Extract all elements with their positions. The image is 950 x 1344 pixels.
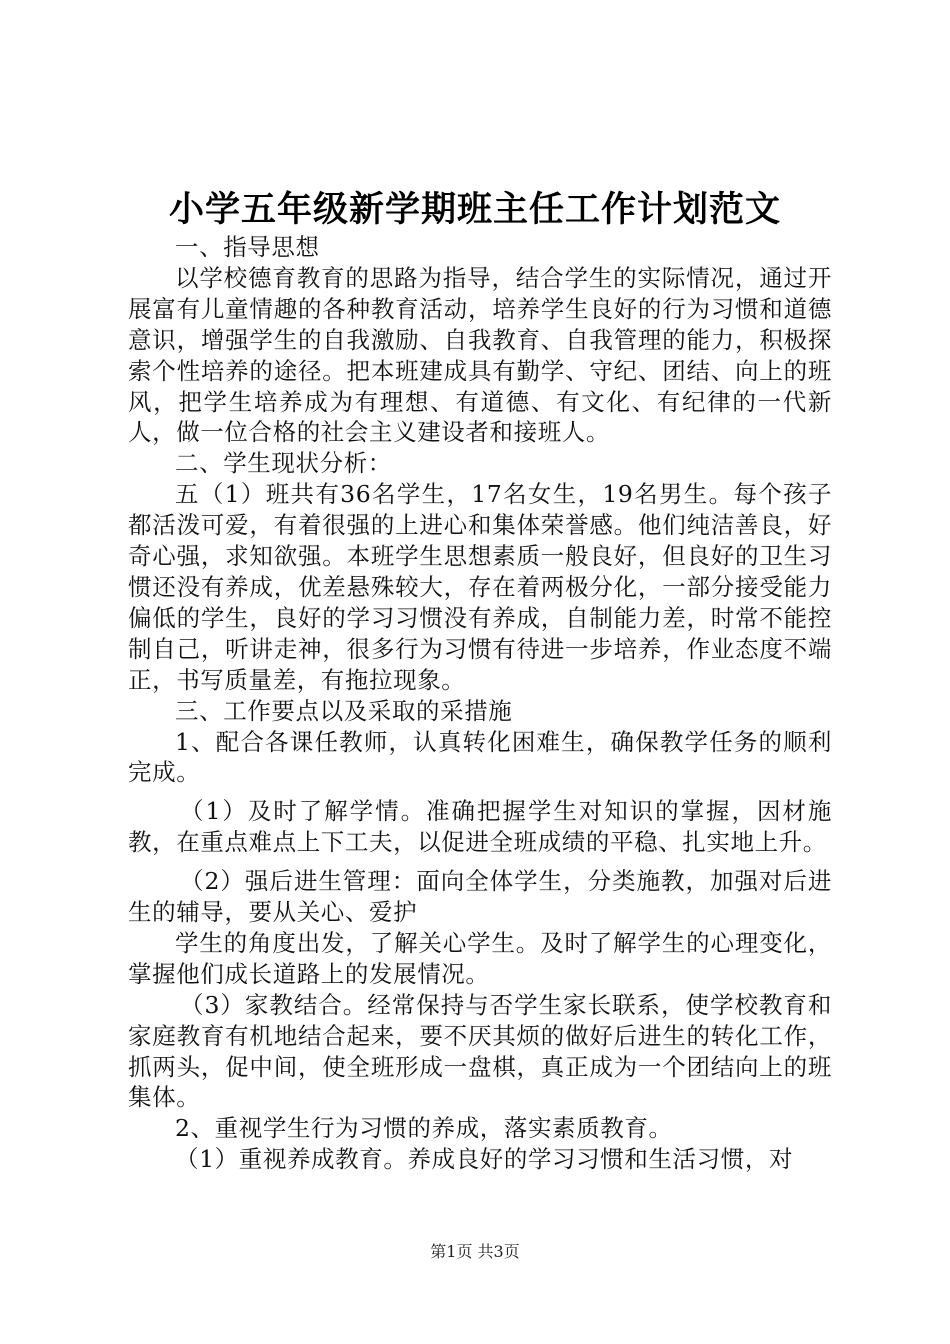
page-footer: 第1页 共3页 [430, 1242, 520, 1261]
section-heading-work-points: 三、工作要点以及采取的采措施 [175, 696, 513, 725]
paragraph-point-1-item-1: （1）及时了解学情。准确把握学生对知识的掌握，因材施教，在重点难点上下工夫，以促进全班成绩的平稳、扎实地上升。 [128, 797, 832, 857]
section-heading-student-analysis: 二、学生现状分析： [175, 449, 392, 478]
paragraph-point-2-item-1: （1）重视养成教育。养成良好的学习习惯和生活习惯，对 [175, 1145, 794, 1174]
document-body [128, 232, 832, 1175]
paragraph-guiding-ideology: 以学校德育教育的思路为指导，结合学生的实际情况，通过开展富有儿童情趣的各种教育活动，培养学生良好的行为习惯和道德意识，增强学生的自我激励、自我教育、自我管理的能力，积极探索个性培养的途径。把本班建成具有勤学、守纪、团结、向上的班风，把学生培养成为有理想、有道德、有文化、有纪律的一代新人，做一位合格的社会主义建设者和接班人。 [128, 263, 832, 447]
paragraph-point-1: 1、配合各课任教师，认真转化困难生，确保教学任务的顺利完成。 [128, 727, 832, 787]
paragraph-point-1-item-2: （2）强后进生管理：面向全体学生，分类施教，加强对后进生的辅导，要从关心、爱护 [128, 867, 832, 927]
paragraph-student-analysis: 五（1）班共有36名学生，17名女生，19名男生。每个孩子都活泼可爱，有着很强的上进心和集体荣誉感。他们纯洁善良，好奇心强，求知欲强。本班学生思想素质一般良好，但良好的卫生习惯还没有养成，优差悬殊较大，存在着两极分化，一部分接受能力偏低的学生，良好的学习习惯没有养成，自制能力差，时常不能控制自己，听讲走神，很多行为习惯有待进一步培养，作业态度不端正，书写质量差，有拖拉现象。 [128, 480, 832, 694]
paragraph-point-1-item-2-continued: 学生的角度出发，了解关心学生。及时了解学生的心理变化，掌握他们成长道路上的发展情况。 [128, 928, 832, 988]
paragraph-point-1-item-3: （3）家教结合。经常保持与否学生家长联系，使学校教育和家庭教育有机地结合起来，要不厌其烦的做好后进生的转化工作，抓两头，促中间，使全班形成一盘棋，真正成为一个团结向上的班集体。 [128, 990, 832, 1112]
paragraph-point-2: 2、重视学生行为习惯的养成，落实素质教育。 [175, 1114, 673, 1143]
section-heading-guiding-ideology: 一、指导思想 [175, 233, 320, 261]
document-title: 小学五年级新学期班主任工作计划范文 [168, 189, 781, 230]
